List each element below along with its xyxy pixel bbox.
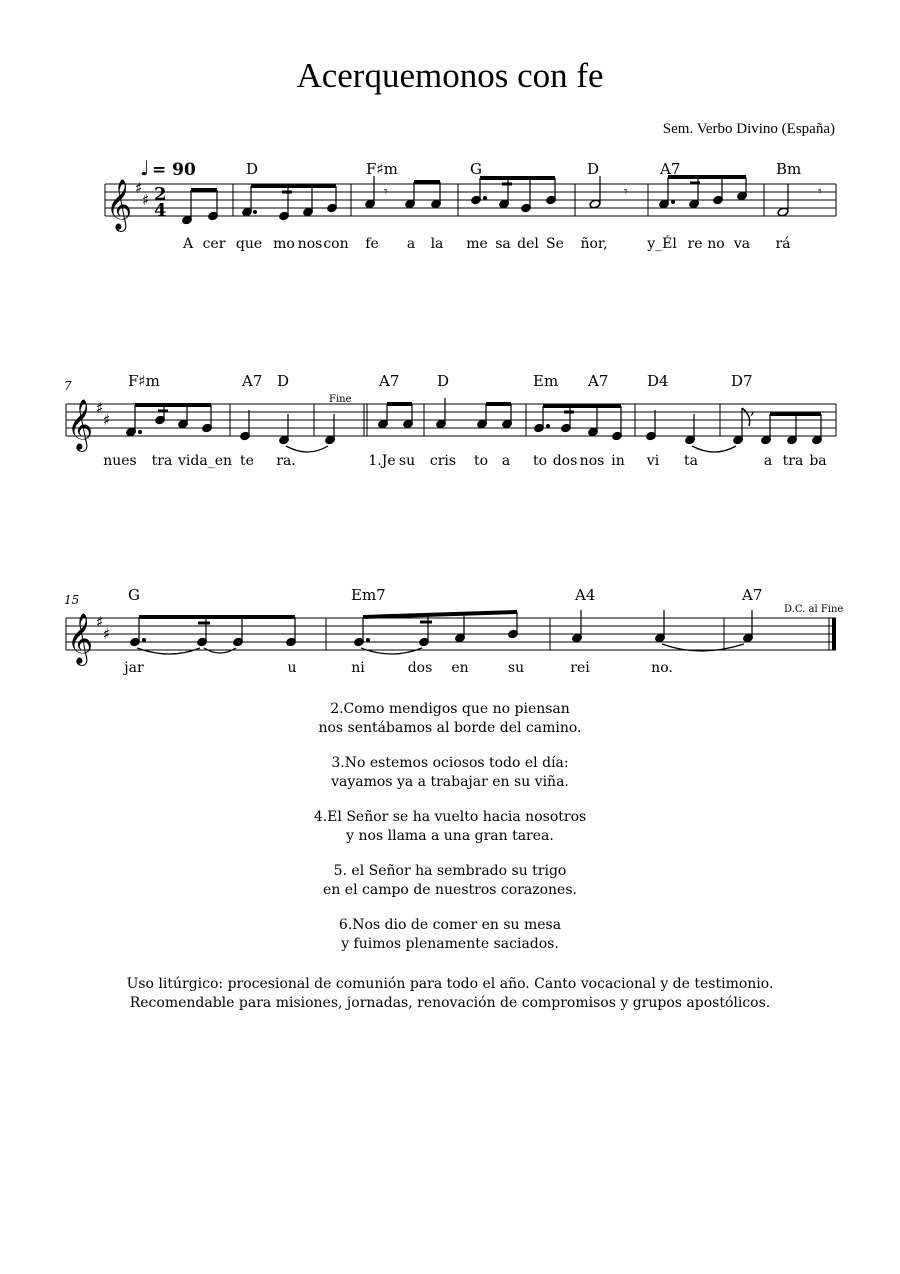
verse-line: 2.Como mendigos que no piensan [330, 701, 570, 717]
tempo-beat: ♩ [140, 156, 150, 180]
lyric-syllable: me [466, 236, 488, 252]
svg-text:♯: ♯ [142, 191, 150, 209]
lyrics-line [182, 234, 791, 252]
lyric-syllable: del [517, 236, 539, 252]
verse-line: y fuimos plenamente saciados. [341, 936, 559, 952]
usage-line: Recomendable para misiones, jornadas, renovación de compromisos y grupos apostólicos. [129, 995, 771, 1011]
chord-symbol: A7 [379, 372, 400, 390]
lyric-syllable: dos [407, 660, 433, 676]
lyric-syllable: ba [809, 453, 827, 469]
lyric-syllable: y_Él [647, 236, 677, 252]
chord-symbol: Bm [776, 160, 802, 178]
treble-clef-icon: 𝄞 [67, 613, 94, 664]
chord-symbol: A7 [742, 586, 763, 604]
chord-symbol: Em7 [351, 586, 386, 604]
lyric-syllable: su [398, 453, 416, 469]
lyric-syllable: en [451, 660, 469, 676]
chord-symbol: A7 [660, 160, 681, 178]
chord-symbol: D4 [647, 372, 669, 390]
lyric-syllable: mo [273, 236, 295, 252]
song-title: Acerquemonos con fe [296, 56, 604, 95]
lyric-syllable: fe [365, 236, 379, 252]
chord-symbol: A4 [575, 586, 596, 604]
lyric-syllable: 1.Je [368, 453, 396, 469]
fine-marking: Fine [329, 394, 352, 405]
verse-line: en el campo de nuestros corazones. [323, 882, 577, 898]
lyric-syllable: ni [351, 660, 365, 676]
verse-line: nos sentábamos al borde del camino. [318, 720, 582, 736]
lyric-syllable: nues [103, 453, 137, 469]
lyric-syllable: vi [646, 453, 660, 469]
lyric-syllable: to [532, 453, 548, 469]
lyric-syllable: nos [297, 236, 323, 252]
verse [0, 808, 900, 846]
lyric-syllable: rei [570, 660, 590, 676]
treble-clef-icon: 𝄞 [106, 179, 133, 230]
svg-text:♯: ♯ [103, 625, 111, 643]
lyric-syllable: ñor, [580, 236, 608, 252]
chord-symbol: D [587, 160, 600, 178]
lyric-syllable: a [763, 453, 773, 469]
verses-block [0, 700, 900, 970]
lyric-syllable: te [240, 453, 254, 469]
chord-symbol: Em [533, 372, 559, 390]
lyric-syllable: no. [651, 660, 673, 676]
lyrics-line [122, 660, 673, 676]
lyric-syllable: in [611, 453, 625, 469]
system-2 [0, 362, 900, 472]
verse-line: y nos llama a una gran tarea. [346, 828, 554, 844]
lyric-syllable: rá [775, 236, 791, 252]
lyric-syllable: tra [151, 453, 173, 469]
lyric-syllable: su [507, 660, 525, 676]
verse-line: 3.No estemos ociosos todo el día: [331, 755, 569, 771]
staff [66, 618, 836, 650]
svg-text:♯: ♯ [96, 613, 104, 631]
system-1 [0, 150, 900, 260]
lyric-syllable: va [733, 236, 751, 252]
lyric-syllable: A [182, 236, 194, 252]
chord-symbol: A7 [242, 372, 263, 390]
lyric-syllable: no [707, 236, 725, 252]
chord-symbol: F♯m [366, 160, 398, 178]
time-signature [154, 184, 167, 221]
chord-symbol: A7 [588, 372, 609, 390]
chord-symbol: G [470, 160, 482, 178]
lyric-syllable: a [406, 236, 416, 252]
svg-text:♯: ♯ [103, 411, 111, 429]
lyric-syllable: jar [124, 660, 144, 676]
svg-text:𝄾: 𝄾 [384, 184, 388, 200]
lyrics-line [103, 453, 826, 469]
lyric-syllable: Se [546, 236, 564, 252]
lyric-syllable: tra [782, 453, 804, 469]
lyric-syllable: sa [495, 236, 511, 252]
svg-text:𝄾: 𝄾 [624, 184, 628, 200]
lyric-syllable: u [287, 660, 297, 676]
lyric-syllable: ta [684, 453, 698, 469]
svg-text:𝄾: 𝄾 [818, 184, 822, 200]
lyric-syllable: dos [552, 453, 578, 469]
verse-line: 4.El Señor se ha vuelto hacia nosotros [313, 809, 587, 825]
chord-symbol: F♯m [128, 372, 160, 390]
lyric-syllable: ra. [276, 453, 296, 469]
chord-symbols [128, 586, 762, 604]
lyric-syllable: vida_en [178, 453, 232, 469]
verse [0, 754, 900, 792]
svg-text:♯: ♯ [96, 399, 104, 417]
lyric-syllable: que [235, 236, 263, 252]
dc-al-fine-marking: D.C. al Fine [784, 604, 844, 615]
svg-text:4: 4 [154, 200, 167, 221]
treble-clef-icon: 𝄞 [67, 399, 94, 450]
chord-symbol: D [437, 372, 450, 390]
usage-note [0, 975, 900, 1013]
lyric-syllable: cris [429, 453, 457, 469]
verse-line: 6.Nos dio de comer en su mesa [338, 917, 562, 933]
lyric-syllable: la [430, 236, 444, 252]
lyric-syllable: re [687, 236, 703, 252]
verse [0, 862, 900, 900]
chord-symbols [128, 372, 753, 390]
svg-text:♯: ♯ [135, 179, 143, 197]
composer-credit: Sem. Verbo Divino (España) [662, 121, 835, 137]
lyric-syllable: to [473, 453, 489, 469]
usage-line: Uso litúrgico: procesional de comunión para todo el año. Canto vocacional y de testimonio. [126, 976, 774, 992]
chord-symbol: D [277, 372, 290, 390]
measure-number: 7 [64, 379, 72, 393]
lyric-syllable: cer [202, 236, 226, 252]
verse [0, 700, 900, 738]
verse-line: vayamos ya a trabajar en su viña. [331, 774, 569, 790]
verse-line: 5. el Señor ha sembrado su trigo [333, 863, 567, 879]
lyric-syllable: a [501, 453, 511, 469]
svg-text:,: , [750, 399, 756, 418]
chord-symbol: G [128, 586, 140, 604]
chord-symbol: D [246, 160, 259, 178]
svg-text:2: 2 [154, 184, 167, 205]
verse [0, 916, 900, 954]
lyric-syllable: nos [579, 453, 605, 469]
chord-symbol: D7 [731, 372, 753, 390]
measure-number: 15 [64, 593, 80, 607]
system-3 [0, 580, 900, 680]
notes [130, 610, 754, 654]
lyric-syllable: con [323, 236, 349, 252]
tempo-text: = 90 [152, 160, 196, 180]
